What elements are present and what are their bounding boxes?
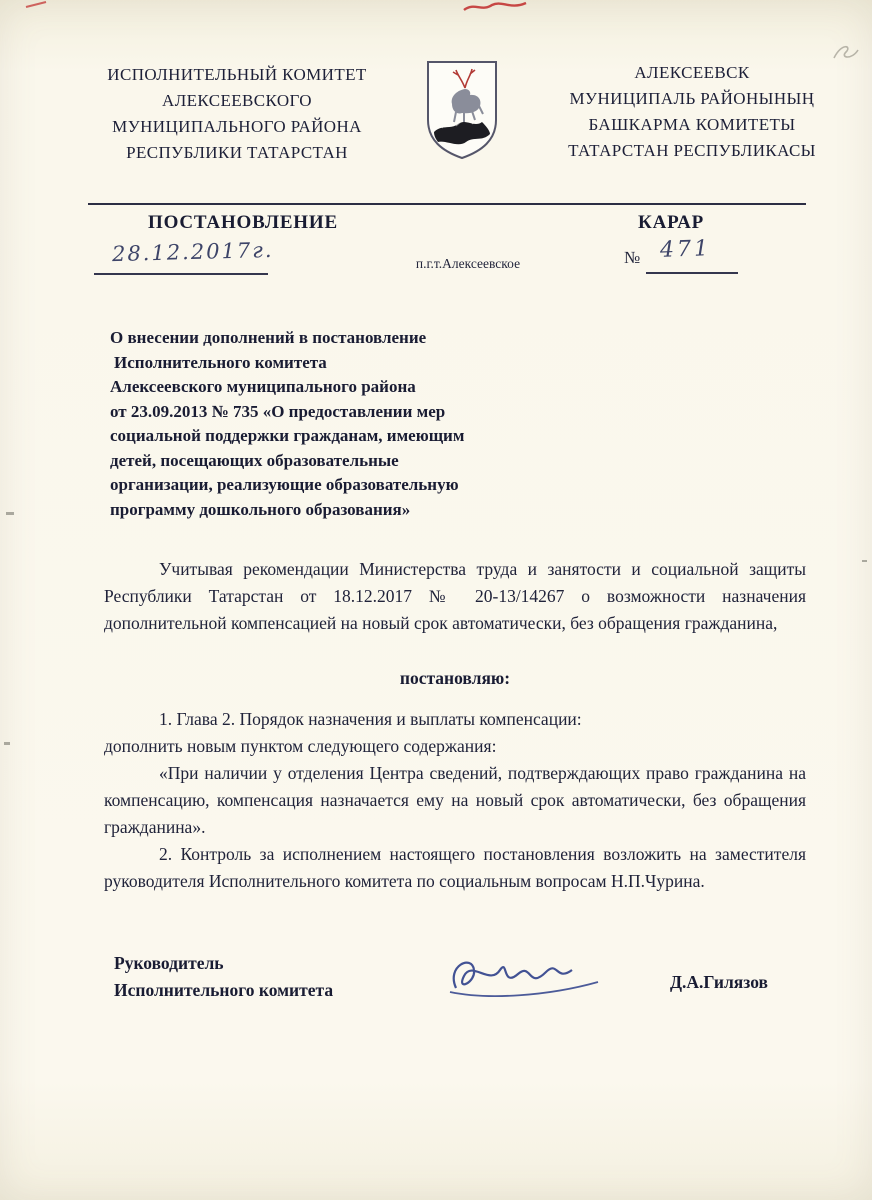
red-mark-top-left [24,0,50,10]
signatory-position-line: Руководитель [114,953,224,973]
scan-speck [6,512,14,515]
header-right-line: БАШКАРМА КОМИТЕТЫ [588,115,796,134]
intro-paragraph: Учитывая рекомендации Министерства труда и занятости и социальной защиты Республики Татарстан от 18.12.2017 № 20-13/14267 о возможности назначения дополнительной компенсацией на новый срок автоматически, без обращения гражданина, [104,559,806,633]
header-left-line: АЛЕКСЕЕВСКОГО [162,91,312,110]
date-underline [94,273,268,275]
number-sign: № [624,248,641,267]
coat-of-arms-icon [422,58,502,162]
signatory-position [114,950,333,1004]
item-2-paragraph: 2. Контроль за исполнением настоящего постановления возложить на заместителя руководителя Исполнительного комитета по социальным вопросам Н.П.Чурина. [104,844,806,891]
subject-line: Исполнительного комитета [114,352,327,372]
header-right-line: АЛЕКСЕЕВСК [634,63,750,82]
scan-speck [862,560,867,562]
header-right-tat [518,60,866,164]
subject-line: Алексеевского муниципального района [110,377,416,396]
header-left-line: МУНИЦИПАЛЬНОГО РАЙОНА [112,117,362,136]
doc-type-ru: ПОСТАНОВЛЕНИЕ [148,212,338,233]
handwritten-number: 471 [659,236,712,263]
subject-line: организации, реализующие образовательную [110,475,459,494]
header-divider-line [88,203,806,205]
subject-line: программу дошкольного образования» [110,499,411,519]
header-left-line: РЕСПУБЛИКИ ТАТАРСТАН [126,143,348,162]
header-left-ru [62,62,412,166]
quoted-amendment-paragraph: «При наличии у отделения Центра сведений, подтверждающих право гражданина на компенсацию, компенсация назначается ему на новый срок автоматически, без обращения гражданина». [104,763,806,837]
item-1-line-1: 1. Глава 2. Порядок назначения и выплаты компенсации: [159,709,582,729]
header-left-line: ИСПОЛНИТЕЛЬНЫЙ КОМИТЕТ [107,65,367,84]
signatory-position-line: Исполнительного комитета [114,980,334,1000]
resolution-word: постановляю: [399,668,511,688]
header-right-line: МУНИЦИПАЛЬ РАЙОНЫНЫҢ [569,89,815,108]
item-1-line-2: дополнить новым пунктом следующего содержания: [104,736,497,756]
subject-line: О внесении дополнений в постановление [110,328,427,347]
subject-line: социальной поддержки гражданам, имеющим [110,426,465,445]
handwritten-date: 28.12.2017г. [111,237,274,267]
scan-speck [4,742,10,745]
signatory-name: Д.А.Гилязов [670,972,768,992]
header-right-line: ТАТАРСТАН РЕСПУБЛИКАСЫ [568,141,816,160]
red-ink-artifact-top [460,0,530,14]
subject-line: детей, посещающих образовательные [110,450,399,470]
doc-type-tat: КАРАР [638,212,705,233]
place-label: п.г.т.Алексеевское [415,256,521,271]
subject-line: от 23.09.2013 № 735 «О предоставлении мер [110,401,446,421]
number-underline [646,272,738,274]
document-subject [110,326,580,522]
handwritten-signature [438,948,618,1004]
